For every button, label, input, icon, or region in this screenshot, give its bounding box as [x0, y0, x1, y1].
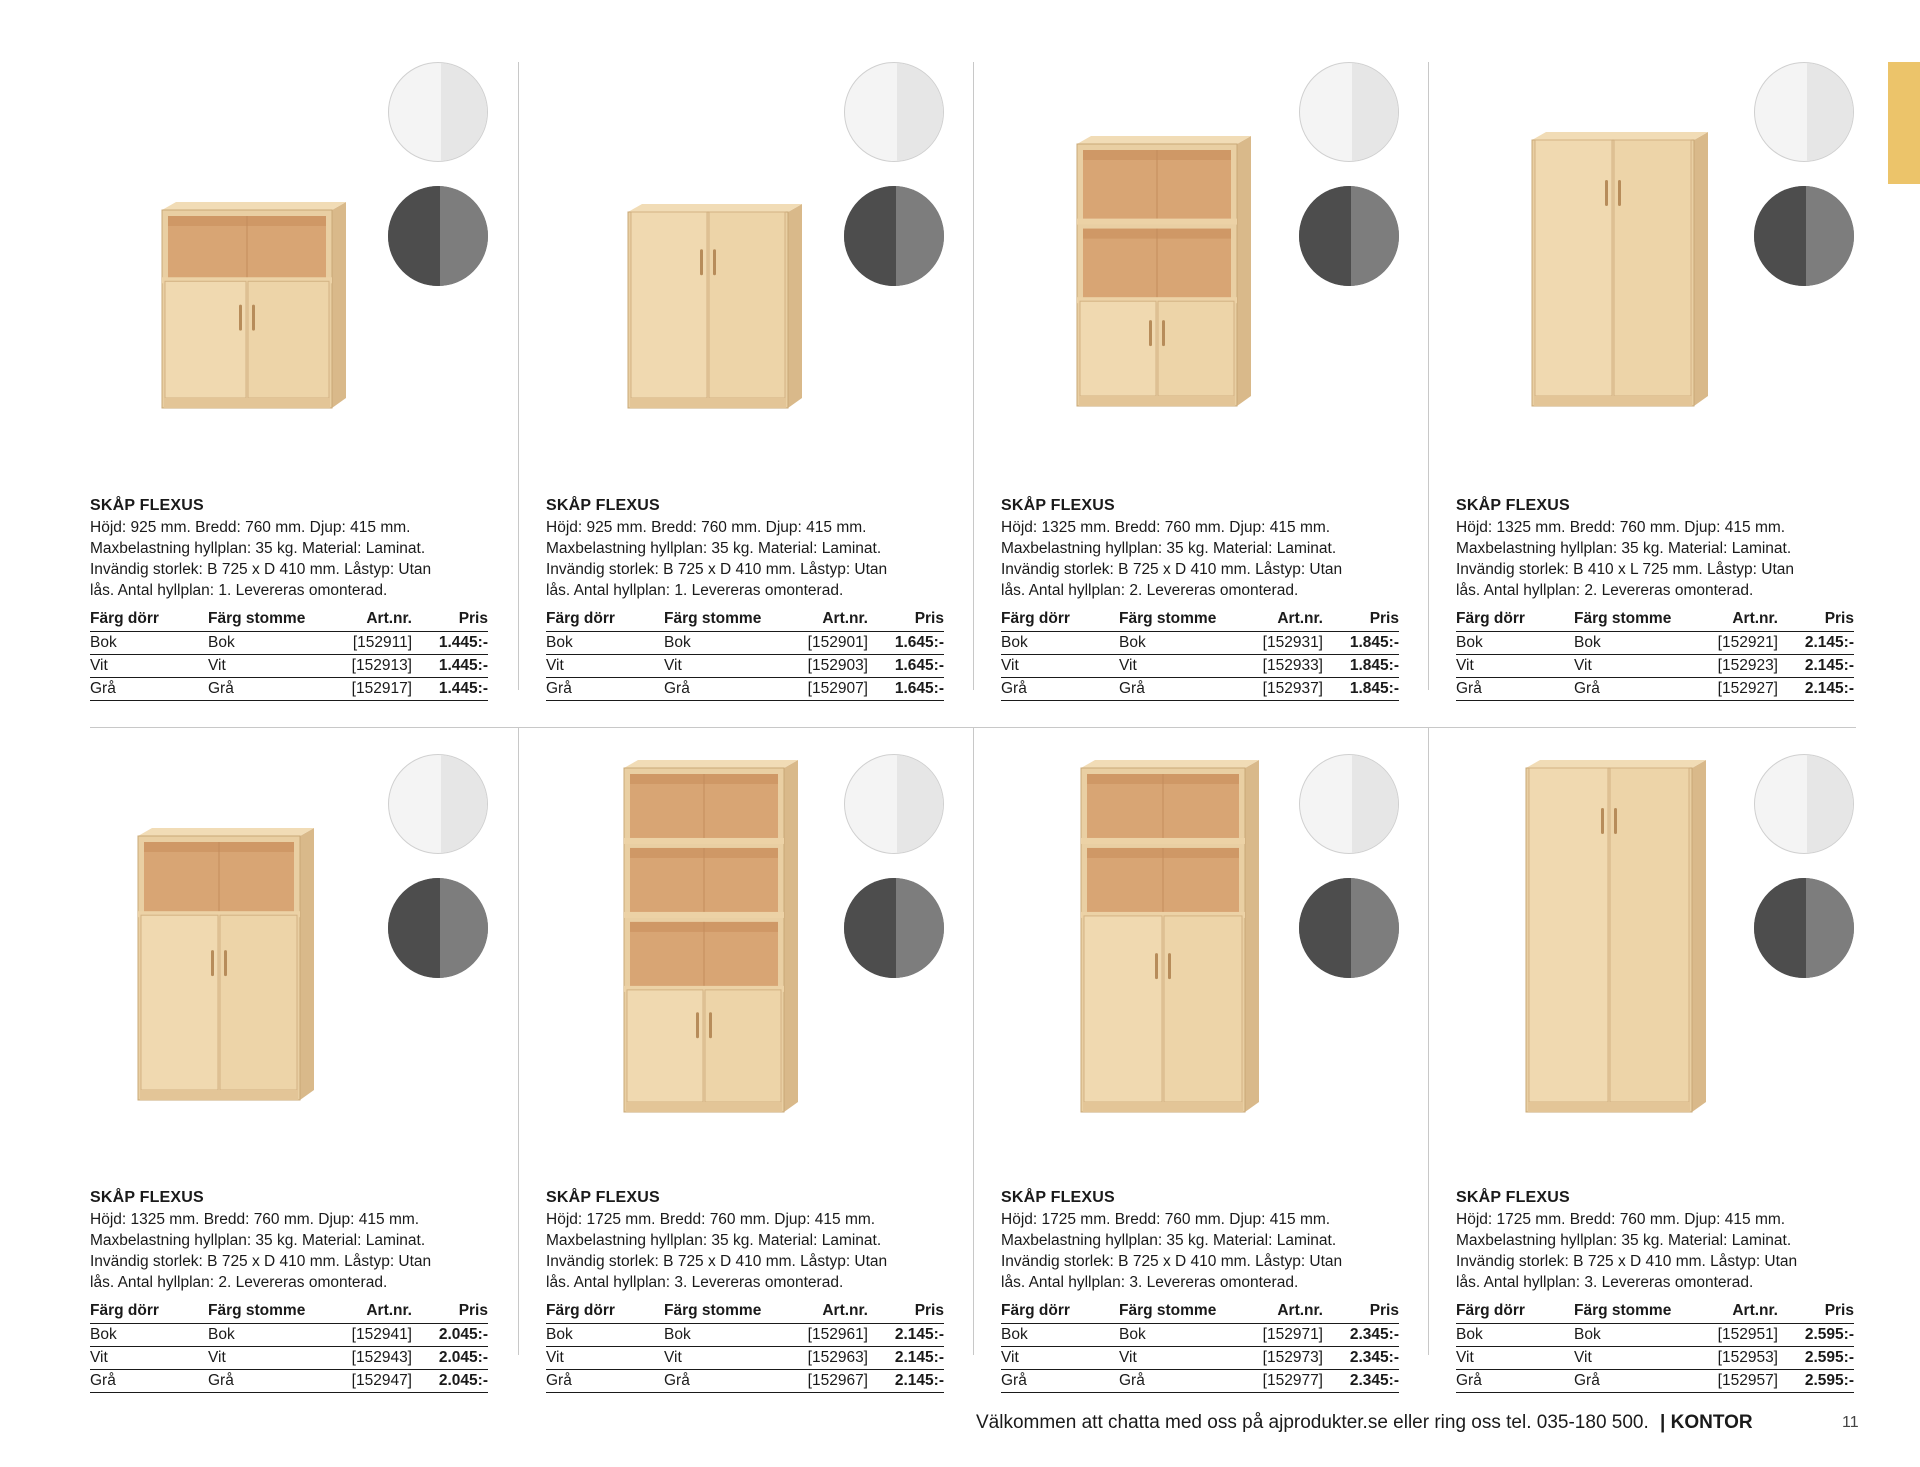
description-line: lås. Antal hyllplan: 1. Levereras omonterad. — [546, 582, 844, 599]
description-line: lås. Antal hyllplan: 3. Levereras omonterad. — [1001, 1274, 1299, 1291]
color-swatch-grey — [1299, 186, 1399, 286]
product-title: SKÅP FLEXUS — [546, 497, 660, 514]
table-row — [1001, 1370, 1399, 1393]
table-row — [546, 1347, 944, 1370]
description-line: Höjd: 1725 mm. Bredd: 760 mm. Djup: 415 mm. — [546, 1211, 876, 1228]
header-frame: Färg stomme — [1119, 1301, 1245, 1324]
table-row — [1001, 655, 1399, 678]
table-row — [1456, 655, 1854, 678]
table-row — [1001, 1324, 1399, 1347]
article-number: [152943] — [334, 1347, 424, 1370]
header-price: Pris — [424, 1301, 488, 1324]
description-line: Invändig storlek: B 725 x D 410 mm. Låstyp: Utan — [1001, 561, 1343, 578]
door-color: Grå — [90, 1370, 208, 1393]
price: 2.145:- — [1790, 678, 1854, 701]
header-door: Färg dörr — [1456, 609, 1574, 632]
price: 2.595:- — [1790, 1347, 1854, 1370]
header-door: Färg dörr — [90, 609, 208, 632]
table-row — [1001, 678, 1399, 701]
article-number: [152923] — [1700, 655, 1790, 678]
frame-color: Vit — [208, 1347, 334, 1370]
header-price: Pris — [1335, 1301, 1399, 1324]
page-number: 11 — [1842, 1414, 1859, 1431]
product-description — [1456, 517, 1856, 601]
frame-color: Grå — [1119, 1370, 1245, 1393]
description-line: Maxbelastning hyllplan: 35 kg. Material: Laminat. — [1001, 540, 1337, 557]
description-line: Invändig storlek: B 725 x D 410 mm. Låstyp: Utan — [90, 1253, 432, 1270]
article-number: [152971] — [1245, 1324, 1335, 1347]
spec-table — [90, 1301, 488, 1393]
door-color: Bok — [546, 1324, 664, 1347]
table-row — [546, 655, 944, 678]
product-title: SKÅP FLEXUS — [1456, 497, 1570, 514]
header-frame: Färg stomme — [664, 609, 790, 632]
header-price: Pris — [880, 609, 944, 632]
spec-table — [1001, 609, 1399, 701]
product-description — [1001, 1209, 1401, 1293]
table-row — [90, 1370, 488, 1393]
product-title: SKÅP FLEXUS — [90, 1189, 204, 1206]
header-artnr: Art.nr. — [1700, 609, 1790, 632]
product-description — [90, 1209, 490, 1293]
header-frame: Färg stomme — [1119, 609, 1245, 632]
table-row — [1001, 632, 1399, 655]
table-row — [546, 678, 944, 701]
description-line: Invändig storlek: B 725 x D 410 mm. Låstyp: Utan — [90, 561, 432, 578]
article-number: [152973] — [1245, 1347, 1335, 1370]
color-swatch-white — [1299, 754, 1399, 854]
price: 2.045:- — [424, 1347, 488, 1370]
article-number: [152913] — [334, 655, 424, 678]
description-line: Invändig storlek: B 725 x D 410 mm. Låstyp: Utan — [546, 1253, 888, 1270]
article-number: [152911] — [334, 632, 424, 655]
color-swatch-grey — [1299, 878, 1399, 978]
header-price: Pris — [424, 609, 488, 632]
color-swatch-white — [1299, 62, 1399, 162]
section-tab — [1888, 62, 1920, 184]
table-row — [1001, 1347, 1399, 1370]
door-color: Vit — [546, 655, 664, 678]
door-color: Grå — [546, 1370, 664, 1393]
price: 1.845:- — [1335, 655, 1399, 678]
table-row — [1456, 1347, 1854, 1370]
price: 2.595:- — [1790, 1370, 1854, 1393]
door-color: Bok — [1001, 1324, 1119, 1347]
door-color: Bok — [1456, 632, 1574, 655]
header-artnr: Art.nr. — [334, 609, 424, 632]
description-line: Maxbelastning hyllplan: 35 kg. Material: Laminat. — [1456, 540, 1792, 557]
frame-color: Grå — [208, 1370, 334, 1393]
description-line: Höjd: 1725 mm. Bredd: 760 mm. Djup: 415 mm. — [1001, 1211, 1331, 1228]
header-artnr: Art.nr. — [1700, 1301, 1790, 1324]
color-swatch-white — [1754, 62, 1854, 162]
description-line: Höjd: 925 mm. Bredd: 760 mm. Djup: 415 mm. — [90, 519, 411, 536]
header-door: Färg dörr — [546, 1301, 664, 1324]
frame-color: Vit — [1119, 655, 1245, 678]
spec-table — [546, 1301, 944, 1393]
header-artnr: Art.nr. — [1245, 1301, 1335, 1324]
price: 2.045:- — [424, 1370, 488, 1393]
price: 1.645:- — [880, 678, 944, 701]
door-color: Grå — [90, 678, 208, 701]
color-swatch-grey — [1754, 186, 1854, 286]
product-card — [1001, 754, 1399, 1389]
header-price: Pris — [1790, 1301, 1854, 1324]
door-color: Bok — [90, 632, 208, 655]
frame-color: Bok — [1574, 632, 1700, 655]
column-divider — [973, 727, 974, 1355]
table-row — [90, 1324, 488, 1347]
door-color: Bok — [1001, 632, 1119, 655]
price: 1.445:- — [424, 632, 488, 655]
product-title: SKÅP FLEXUS — [1456, 1189, 1570, 1206]
article-number: [152961] — [790, 1324, 880, 1347]
door-color: Vit — [546, 1347, 664, 1370]
price: 1.645:- — [880, 655, 944, 678]
spec-table — [1001, 1301, 1399, 1393]
table-row — [546, 632, 944, 655]
spec-table — [90, 609, 488, 701]
product-card — [546, 62, 944, 697]
article-number: [152977] — [1245, 1370, 1335, 1393]
product-title: SKÅP FLEXUS — [1001, 497, 1115, 514]
header-price: Pris — [880, 1301, 944, 1324]
header-frame: Färg stomme — [1574, 1301, 1700, 1324]
article-number: [152921] — [1700, 632, 1790, 655]
price: 2.345:- — [1335, 1370, 1399, 1393]
product-grid — [90, 62, 1856, 1392]
door-color: Vit — [1456, 1347, 1574, 1370]
price: 1.845:- — [1335, 678, 1399, 701]
article-number: [152907] — [790, 678, 880, 701]
product-description — [546, 1209, 946, 1293]
table-row — [90, 632, 488, 655]
product-description — [546, 517, 946, 601]
column-divider — [1428, 727, 1429, 1355]
description-line: Maxbelastning hyllplan: 35 kg. Material: Laminat. — [546, 1232, 882, 1249]
column-divider — [518, 62, 519, 690]
product-description — [90, 517, 490, 601]
description-line: Invändig storlek: B 410 x L 725 mm. Låstyp: Utan — [1456, 561, 1795, 578]
product-card — [1456, 754, 1854, 1389]
price: 2.345:- — [1335, 1324, 1399, 1347]
price: 2.595:- — [1790, 1324, 1854, 1347]
product-card — [90, 62, 488, 697]
frame-color: Vit — [1574, 1347, 1700, 1370]
header-door: Färg dörr — [1001, 1301, 1119, 1324]
color-swatch-white — [844, 754, 944, 854]
door-color: Vit — [90, 655, 208, 678]
door-color: Vit — [1001, 1347, 1119, 1370]
table-row — [1456, 632, 1854, 655]
door-color: Bok — [1456, 1324, 1574, 1347]
product-title: SKÅP FLEXUS — [1001, 1189, 1115, 1206]
description-line: Höjd: 1325 mm. Bredd: 760 mm. Djup: 415 mm. — [90, 1211, 420, 1228]
door-color: Vit — [1001, 655, 1119, 678]
door-color: Grå — [1456, 678, 1574, 701]
door-color: Grå — [1456, 1370, 1574, 1393]
frame-color: Grå — [664, 678, 790, 701]
header-artnr: Art.nr. — [1245, 609, 1335, 632]
header-frame: Färg stomme — [1574, 609, 1700, 632]
color-swatch-grey — [844, 186, 944, 286]
price: 1.445:- — [424, 678, 488, 701]
frame-color: Grå — [1119, 678, 1245, 701]
description-line: Maxbelastning hyllplan: 35 kg. Material: Laminat. — [1001, 1232, 1337, 1249]
header-door: Färg dörr — [90, 1301, 208, 1324]
frame-color: Grå — [664, 1370, 790, 1393]
table-row — [1456, 1324, 1854, 1347]
footer-separator: | — [1660, 1412, 1666, 1433]
spec-table — [1456, 1301, 1854, 1393]
header-artnr: Art.nr. — [790, 1301, 880, 1324]
frame-color: Grå — [208, 678, 334, 701]
door-color: Vit — [90, 1347, 208, 1370]
color-swatch-grey — [1754, 878, 1854, 978]
color-swatch-grey — [388, 878, 488, 978]
article-number: [152903] — [790, 655, 880, 678]
spec-table — [1456, 609, 1854, 701]
color-swatch-white — [388, 754, 488, 854]
header-price: Pris — [1335, 609, 1399, 632]
description-line: Höjd: 925 mm. Bredd: 760 mm. Djup: 415 mm. — [546, 519, 867, 536]
frame-color: Bok — [664, 1324, 790, 1347]
table-row — [90, 655, 488, 678]
product-title: SKÅP FLEXUS — [546, 1189, 660, 1206]
article-number: [152947] — [334, 1370, 424, 1393]
frame-color: Bok — [1119, 632, 1245, 655]
article-number: [152963] — [790, 1347, 880, 1370]
product-description — [1001, 517, 1401, 601]
frame-color: Grå — [1574, 1370, 1700, 1393]
door-color: Grå — [1001, 1370, 1119, 1393]
footer-text: Välkommen att chatta med oss på ajprodukter.se eller ring oss tel. 035-180 500. — [976, 1412, 1649, 1433]
table-row — [90, 1347, 488, 1370]
price: 2.045:- — [424, 1324, 488, 1347]
description-line: Höjd: 1325 mm. Bredd: 760 mm. Djup: 415 mm. — [1001, 519, 1331, 536]
product-card — [1001, 62, 1399, 697]
spec-table — [546, 609, 944, 701]
price: 2.145:- — [880, 1370, 944, 1393]
description-line: lås. Antal hyllplan: 2. Levereras omonterad. — [90, 1274, 388, 1291]
product-description — [1456, 1209, 1856, 1293]
footer — [976, 1412, 1753, 1434]
description-line: lås. Antal hyllplan: 2. Levereras omonterad. — [1001, 582, 1299, 599]
description-line: Maxbelastning hyllplan: 35 kg. Material: Laminat. — [90, 1232, 426, 1249]
description-line: lås. Antal hyllplan: 3. Levereras omonterad. — [546, 1274, 844, 1291]
row-divider — [90, 727, 1856, 728]
description-line: Höjd: 1325 mm. Bredd: 760 mm. Djup: 415 mm. — [1456, 519, 1786, 536]
frame-color: Bok — [208, 632, 334, 655]
article-number: [152951] — [1700, 1324, 1790, 1347]
article-number: [152937] — [1245, 678, 1335, 701]
description-line: Höjd: 1725 mm. Bredd: 760 mm. Djup: 415 mm. — [1456, 1211, 1786, 1228]
price: 2.145:- — [880, 1347, 944, 1370]
article-number: [152941] — [334, 1324, 424, 1347]
frame-color: Vit — [1119, 1347, 1245, 1370]
article-number: [152917] — [334, 678, 424, 701]
frame-color: Bok — [1119, 1324, 1245, 1347]
color-swatch-white — [388, 62, 488, 162]
product-title: SKÅP FLEXUS — [90, 497, 204, 514]
description-line: Invändig storlek: B 725 x D 410 mm. Låstyp: Utan — [1456, 1253, 1798, 1270]
price: 1.845:- — [1335, 632, 1399, 655]
header-door: Färg dörr — [1001, 609, 1119, 632]
door-color: Grå — [1001, 678, 1119, 701]
header-frame: Färg stomme — [208, 609, 334, 632]
description-line: Invändig storlek: B 725 x D 410 mm. Låstyp: Utan — [1001, 1253, 1343, 1270]
table-row — [1456, 1370, 1854, 1393]
description-line: Maxbelastning hyllplan: 35 kg. Material: Laminat. — [1456, 1232, 1792, 1249]
article-number: [152967] — [790, 1370, 880, 1393]
price: 2.145:- — [1790, 632, 1854, 655]
frame-color: Bok — [664, 632, 790, 655]
description-line: lås. Antal hyllplan: 1. Levereras omonterad. — [90, 582, 388, 599]
door-color: Grå — [546, 678, 664, 701]
table-row — [546, 1370, 944, 1393]
door-color: Bok — [546, 632, 664, 655]
price: 2.145:- — [880, 1324, 944, 1347]
header-frame: Färg stomme — [664, 1301, 790, 1324]
frame-color: Vit — [1574, 655, 1700, 678]
color-swatch-white — [844, 62, 944, 162]
header-artnr: Art.nr. — [790, 609, 880, 632]
price: 1.445:- — [424, 655, 488, 678]
frame-color: Bok — [1574, 1324, 1700, 1347]
column-divider — [1428, 62, 1429, 690]
color-swatch-grey — [388, 186, 488, 286]
header-door: Färg dörr — [546, 609, 664, 632]
article-number: [152901] — [790, 632, 880, 655]
frame-color: Bok — [208, 1324, 334, 1347]
price: 2.345:- — [1335, 1347, 1399, 1370]
header-frame: Färg stomme — [208, 1301, 334, 1324]
column-divider — [518, 727, 519, 1355]
frame-color: Grå — [1574, 678, 1700, 701]
footer-section: KONTOR — [1670, 1412, 1753, 1433]
header-price: Pris — [1790, 609, 1854, 632]
article-number: [152953] — [1700, 1347, 1790, 1370]
price: 2.145:- — [1790, 655, 1854, 678]
product-card — [90, 754, 488, 1389]
frame-color: Vit — [664, 655, 790, 678]
article-number: [152931] — [1245, 632, 1335, 655]
frame-color: Vit — [208, 655, 334, 678]
description-line: Maxbelastning hyllplan: 35 kg. Material: Laminat. — [546, 540, 882, 557]
price: 1.645:- — [880, 632, 944, 655]
description-line: lås. Antal hyllplan: 3. Levereras omonterad. — [1456, 1274, 1754, 1291]
table-row — [1456, 678, 1854, 701]
product-card — [546, 754, 944, 1389]
header-door: Färg dörr — [1456, 1301, 1574, 1324]
color-swatch-grey — [844, 878, 944, 978]
door-color: Bok — [90, 1324, 208, 1347]
color-swatch-white — [1754, 754, 1854, 854]
frame-color: Vit — [664, 1347, 790, 1370]
table-row — [90, 678, 488, 701]
description-line: lås. Antal hyllplan: 2. Levereras omonterad. — [1456, 582, 1754, 599]
table-row — [546, 1324, 944, 1347]
product-card — [1456, 62, 1854, 697]
article-number: [152957] — [1700, 1370, 1790, 1393]
description-line: Maxbelastning hyllplan: 35 kg. Material: Laminat. — [90, 540, 426, 557]
column-divider — [973, 62, 974, 690]
article-number: [152927] — [1700, 678, 1790, 701]
header-artnr: Art.nr. — [334, 1301, 424, 1324]
description-line: Invändig storlek: B 725 x D 410 mm. Låstyp: Utan — [546, 561, 888, 578]
door-color: Vit — [1456, 655, 1574, 678]
article-number: [152933] — [1245, 655, 1335, 678]
